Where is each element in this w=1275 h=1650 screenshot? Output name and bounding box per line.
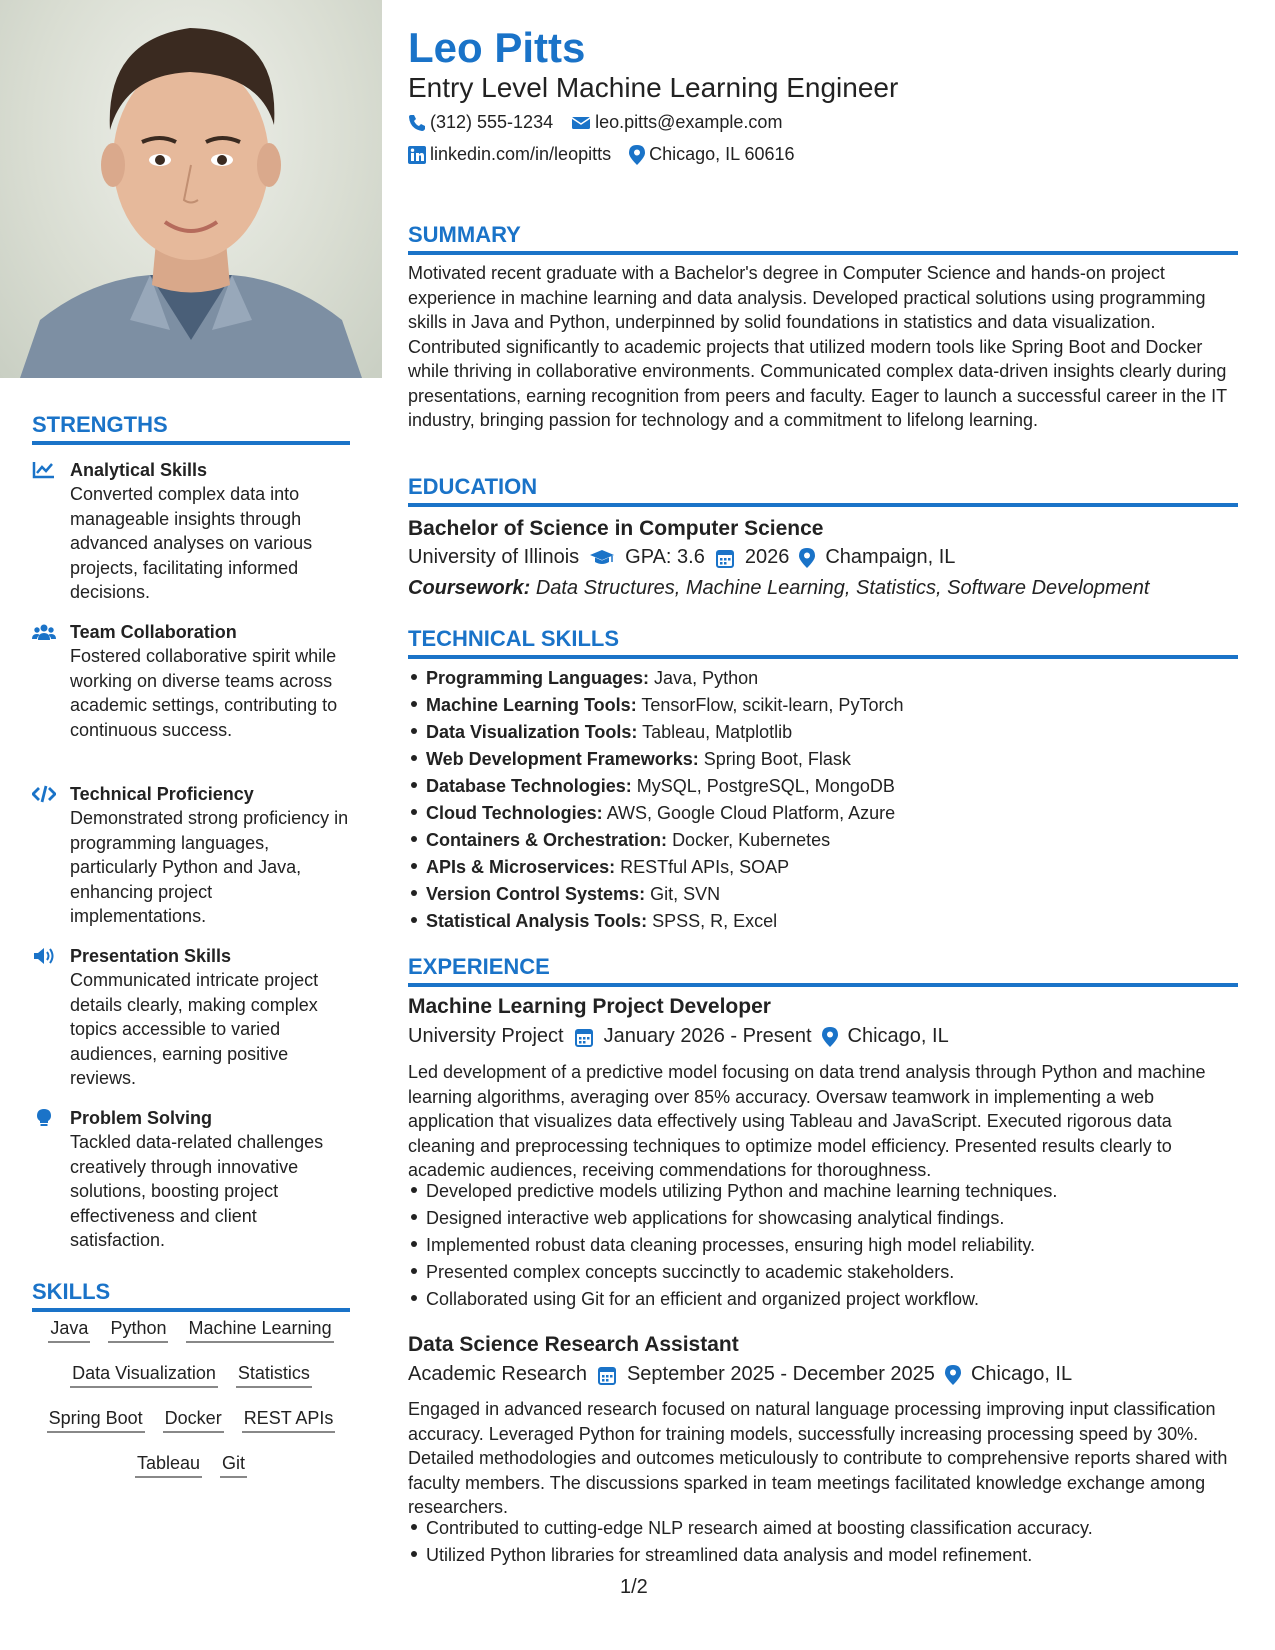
skill-values: RESTful APIs, SOAP: [620, 857, 790, 877]
speaker-icon: [32, 946, 56, 966]
skill-category: Data Visualization Tools:: [426, 722, 638, 742]
skill-category: Version Control Systems:: [426, 884, 646, 904]
education-location: Champaign, IL: [825, 546, 956, 568]
strength-title: Problem Solving: [70, 1108, 213, 1128]
skill-row: [32, 1453, 350, 1478]
map-pin-icon: [799, 548, 815, 568]
job-dates: January 2026 - Present: [603, 1025, 812, 1047]
skill-tag: Java: [48, 1318, 90, 1343]
coursework-label: Coursework:: [408, 577, 531, 599]
skill-tag: Tableau: [135, 1453, 202, 1478]
skill-tag: Git: [220, 1453, 247, 1478]
graduation-year: 2026: [744, 546, 790, 568]
skill-category: APIs & Microservices:: [426, 857, 616, 877]
skills-heading: SKILLS: [32, 1279, 350, 1312]
list-item: Designed interactive web applications for showcasing analytical findings.: [426, 1205, 1238, 1232]
envelope-icon: [571, 115, 591, 131]
list-item: Utilized Python libraries for streamlined data analysis and model refinement.: [426, 1542, 1238, 1569]
skill-row: [32, 1363, 350, 1388]
strength-item: [32, 1106, 352, 1253]
email-text[interactable]: leo.pitts@example.com: [595, 112, 783, 132]
skill-values: TensorFlow, scikit-learn, PyTorch: [641, 695, 904, 715]
skill-category: Containers & Orchestration:: [426, 830, 668, 850]
list-item: Implemented robust data cleaning processes, ensuring high model reliability.: [426, 1232, 1238, 1259]
list-item: [426, 719, 1238, 746]
list-item: [426, 665, 1238, 692]
map-pin-icon: [629, 145, 645, 165]
skill-values: Spring Boot, Flask: [703, 749, 851, 769]
list-item: [426, 881, 1238, 908]
skill-category: Machine Learning Tools:: [426, 695, 637, 715]
technical-skills-heading: TECHNICAL SKILLS: [408, 626, 1238, 659]
technical-skills-list: [408, 665, 1238, 935]
location-item: [629, 144, 794, 165]
job-meta: [408, 1025, 949, 1048]
list-item: Presented complex concepts succinctly to academic stakeholders.: [426, 1259, 1238, 1286]
skill-values: Tableau, Matplotlib: [642, 722, 793, 742]
list-item: [426, 800, 1238, 827]
chart-line-icon: [32, 460, 56, 480]
users-icon: [32, 622, 56, 642]
phone-item: [408, 112, 553, 133]
skill-values: SPSS, R, Excel: [652, 911, 778, 931]
candidate-name: Leo Pitts: [408, 24, 586, 71]
location-text: Chicago, IL 60616: [649, 144, 795, 164]
list-item: [426, 908, 1238, 935]
contact-row: [408, 112, 782, 133]
email-item[interactable]: [571, 112, 782, 133]
linkedin-text[interactable]: linkedin.com/in/leopitts: [430, 144, 612, 164]
skill-values: Java, Python: [654, 668, 759, 688]
gpa-text: GPA: 3.6: [625, 546, 705, 568]
graduation-cap-icon: [589, 548, 615, 568]
skill-values: Docker, Kubernetes: [672, 830, 831, 850]
contact-row: [408, 144, 795, 165]
job-dates: September 2025 - December 2025: [626, 1363, 935, 1385]
strengths-heading: STRENGTHS: [32, 412, 350, 445]
skill-values: MySQL, PostgreSQL, MongoDB: [636, 776, 895, 796]
skill-category: Database Technologies:: [426, 776, 632, 796]
skill-category: Statistical Analysis Tools:: [426, 911, 648, 931]
list-item: Developed predictive models utilizing Python and machine learning techniques.: [426, 1178, 1238, 1205]
calendar-icon: [597, 1365, 617, 1385]
job-org: Academic Research: [408, 1363, 587, 1385]
skill-category: Programming Languages:: [426, 668, 650, 688]
skills-list: [32, 1318, 350, 1498]
page-indicator: 1/2: [620, 1576, 648, 1598]
skill-tag: Machine Learning: [186, 1318, 333, 1343]
strength-item: [32, 458, 352, 605]
degree-title: Bachelor of Science in Computer Science: [408, 517, 824, 540]
calendar-icon: [574, 1027, 594, 1047]
map-pin-icon: [945, 1365, 961, 1385]
strength-desc: Communicated intricate project details clearly, making complex topics accessible to varied audiences, earning positive reviews.: [70, 970, 319, 1088]
summary-text: Motivated recent graduate with a Bachelor's degree in Computer Science and hands-on project experience in machine learning and data analysis. Developed practical solutions using programming skills in Java and Python, underpinned by solid foundations in statistics and data visualization. Contributed significantly to academic projects that utilized modern tools like Spring Boot and Docker while thriving in collaborative environments. Communicated complex data-driven insights clearly during presentations, earning recognition from peers and faculty. Eager to launch a successful career in the IT industry, bringing passion for technology and a commitment to lifelong learning.: [408, 263, 1227, 430]
education-heading: EDUCATION: [408, 474, 1238, 507]
education-meta: [408, 546, 955, 569]
skill-tag: Statistics: [236, 1363, 312, 1388]
linkedin-icon: [408, 146, 426, 164]
skill-category: Cloud Technologies:: [426, 803, 603, 823]
left-column: [0, 0, 382, 1650]
job-location: Chicago, IL: [970, 1363, 1073, 1385]
strength-item: [32, 782, 352, 929]
strength-title: Technical Proficiency: [70, 784, 254, 804]
strength-desc: Fostered collaborative spirit while working on diverse teams across academic settings, contributing to continuous success.: [70, 646, 338, 740]
job-title: Data Science Research Assistant: [408, 1333, 739, 1356]
job-description: Led development of a predictive model focusing on data trend analysis through Python and machine learning algorithms, averaging over 85% accuracy. Oversaw teamwork in implementing a web application that visualizes data effectively using Tableau and JavaScript. Executed rigorous data cleaning and preprocessing techniques to optimize model efficiency. Presented results clearly to academic audiences, receiving commendations for thoroughness.: [408, 1062, 1206, 1180]
job-title: Entry Level Machine Learning Engineer: [408, 72, 899, 103]
job-bullets: [408, 1178, 1238, 1313]
lightbulb-icon: [32, 1108, 56, 1128]
strength-item: [32, 620, 352, 742]
skill-values: Git, SVN: [650, 884, 721, 904]
coursework-text: Data Structures, Machine Learning, Statistics, Software Development: [535, 577, 1150, 599]
school-name: University of Illinois: [408, 546, 580, 568]
skill-tag: Data Visualization: [70, 1363, 218, 1388]
strength-title: Presentation Skills: [70, 946, 232, 966]
strength-desc: Tackled data-related challenges creatively through innovative solutions, boosting project effectiveness and client satisfaction.: [70, 1132, 324, 1250]
job-description: Engaged in advanced research focused on natural language processing improving input classification accuracy. Leveraged Python for training models, successfully increasing processing speed by 30%. Detailed methodologies and outcomes meticulously to contribute to comprehensive reports shared with faculty members. The discussions sparked in team meetings facilitated knowledge exchange among researchers.: [408, 1399, 1228, 1517]
list-item: Contributed to cutting-edge NLP research aimed at boosting classification accuracy.: [426, 1515, 1238, 1542]
job-location: Chicago, IL: [847, 1025, 949, 1047]
phone-text: (312) 555-1234: [430, 112, 554, 132]
job-bullets: [408, 1515, 1238, 1569]
strength-title: Team Collaboration: [70, 622, 237, 642]
summary-heading: SUMMARY: [408, 222, 1238, 255]
list-item: [426, 827, 1238, 854]
skill-tag: Docker: [163, 1408, 224, 1433]
strength-title: Analytical Skills: [70, 460, 208, 480]
job-title: Machine Learning Project Developer: [408, 995, 771, 1018]
strength-desc: Demonstrated strong proficiency in programming languages, particularly Python and Java, enhancing project implementations.: [70, 808, 349, 926]
skill-tag: Spring Boot: [47, 1408, 145, 1433]
skill-values: AWS, Google Cloud Platform, Azure: [606, 803, 896, 823]
list-item: Collaborated using Git for an efficient and organized project workflow.: [426, 1286, 1238, 1313]
strength-desc: Converted complex data into manageable insights through advanced analyses on various projects, facilitating informed decisions.: [70, 484, 313, 602]
profile-photo: [0, 0, 382, 378]
list-item: [426, 692, 1238, 719]
skill-tag: Python: [108, 1318, 168, 1343]
job-org: University Project: [408, 1025, 564, 1047]
strength-item: [32, 944, 352, 1091]
phone-icon: [408, 114, 426, 132]
map-pin-icon: [822, 1027, 838, 1047]
coursework: [408, 577, 1149, 600]
experience-heading: EXPERIENCE: [408, 954, 1238, 987]
list-item: [426, 773, 1238, 800]
linkedin-item[interactable]: [408, 144, 611, 165]
calendar-icon: [715, 548, 735, 568]
job-meta: [408, 1363, 1072, 1386]
skill-category: Web Development Frameworks:: [426, 749, 699, 769]
list-item: [426, 854, 1238, 881]
skill-row: [32, 1318, 350, 1343]
skill-row: [32, 1408, 350, 1433]
list-item: [426, 746, 1238, 773]
skill-tag: REST APIs: [242, 1408, 336, 1433]
code-icon: [32, 784, 56, 804]
